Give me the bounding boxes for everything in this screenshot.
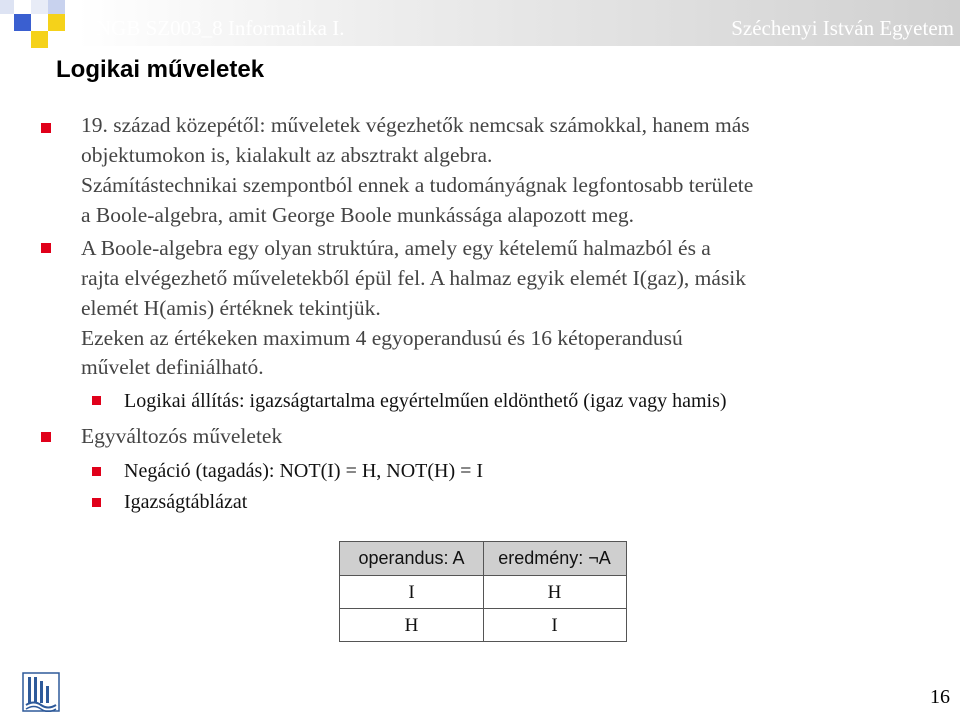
bullet-text: Számítástechnikai szempontból ennek a tudományágnak legfontosabb területe	[81, 173, 754, 197]
table-header-cell: eredmény: ¬A	[498, 548, 611, 568]
sub-bullet-square-icon	[92, 498, 101, 507]
sub-bullet-text: Igazságtáblázat	[124, 491, 248, 513]
bullet-square-icon	[41, 123, 51, 133]
university-logo-icon	[22, 672, 60, 712]
table-cell: H	[547, 582, 562, 603]
bullet-text: Ezeken az értékeken maximum 4 egyoperandusú és 16 kétoperandusú	[81, 326, 683, 350]
table-cell: H	[404, 615, 419, 636]
university-label: Széchenyi István Egyetem	[731, 16, 954, 40]
slide-title: Logikai műveletek	[56, 56, 265, 83]
bullet-text: a Boole-algebra, amit George Boole munkássága alapozott meg.	[81, 203, 635, 227]
table-cell: I	[551, 615, 558, 636]
sub-bullet-square-icon	[92, 396, 101, 405]
header-logo-squares-icon	[0, 0, 80, 50]
bullet-text: objektumokon is, kialakult az absztrakt algebra.	[81, 143, 493, 167]
table-divider	[483, 542, 484, 641]
bullet-text: rajta elvégezhető műveletekből épül fel. A halmaz egyik elemét I(gaz), másik	[81, 266, 747, 290]
course-label: NGB SZ003_8 Informatika I.	[96, 16, 345, 40]
bullet-text: művelet definiálható.	[81, 355, 264, 379]
table-cell: I	[408, 582, 415, 603]
sub-bullet-square-icon	[92, 467, 101, 476]
bullet-text: A Boole-algebra egy olyan struktúra, amely egy kételemű halmazból és a	[81, 236, 711, 260]
table-header-cell: operandus: A	[358, 548, 465, 568]
truth-table	[339, 541, 627, 642]
slide-header	[0, 0, 960, 46]
bullet-text: Egyváltozós műveletek	[81, 424, 283, 448]
bullet-text: elemét H(amis) értéknek tekintjük.	[81, 296, 381, 320]
sub-bullet-text: Logikai állítás: igazságtartalma egyértelműen eldönthető (igaz vagy hamis)	[124, 390, 727, 412]
bullet-square-icon	[41, 432, 51, 442]
page-number: 16	[930, 686, 950, 708]
sub-bullet-text: Negáció (tagadás): NOT(I) = H, NOT(H) = I	[124, 460, 484, 482]
bullet-square-icon	[41, 243, 51, 253]
bullet-text: 19. század közepétől: műveletek végezhetők nemcsak számokkal, hanem más	[81, 113, 750, 137]
